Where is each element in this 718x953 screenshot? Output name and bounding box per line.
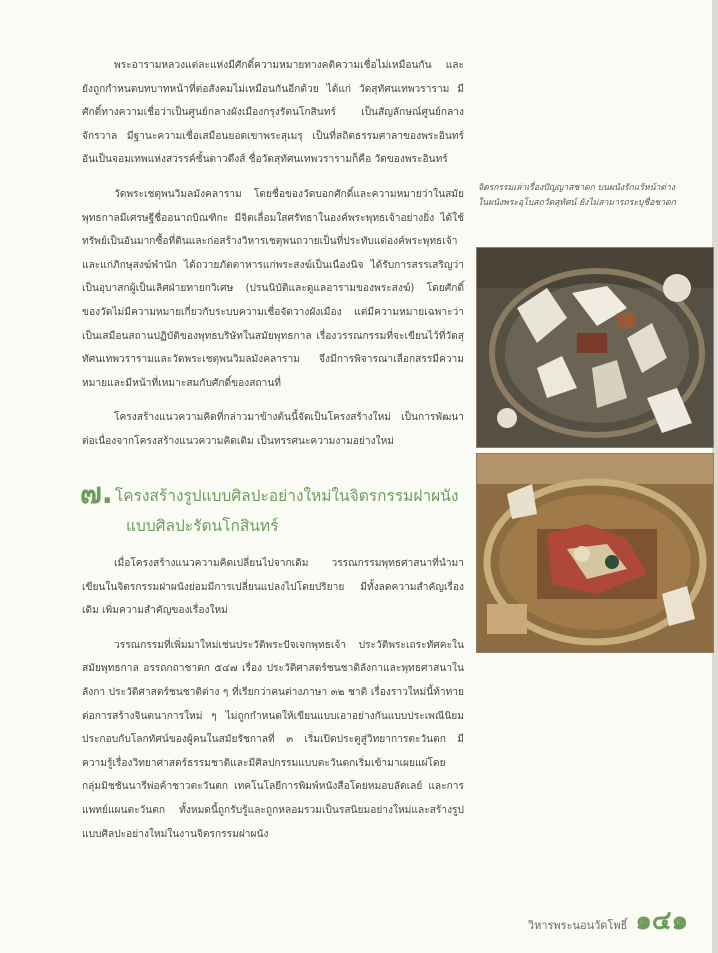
running-footer-title: วิหารพระนอนวัดโพธิ์ xyxy=(527,919,628,932)
mural-photo-damaged xyxy=(476,247,714,448)
section-heading xyxy=(80,478,470,541)
paragraph-wat-chetuphon: วัดพระเชตุพนวิมลมังคลาราม โดยชื่อของวัดบอกศักดิ์และความหมายว่าในสมัยพุทธกาลมีเศรษฐีชื่ออนาถบิณฑิกะ มีจิตเลื่อมใสศรัทธาในองค์พระพุทธเจ้าอย่างยิ่ง ได้ใช้ทรัพย์เป็นอันมากซื้อที่ดินและก่อสร้างวิหารเชตุพนถวายเป็นที่ประทับแด่องค์พระพุทธเจ้าและแก่ภิกษุสงฆ์พำนัก ได้ถวายภัตตาหารแก่พระสงฆ์เป็นเนืองนิจ ได้รับการสรรเสริญว่าเป็นอุบาสกผู้เป็นเลิศฝ่ายทายกวิเศษ (ปรนนิบัติและดูแลอารามของพระสงฆ์) โดยศักดิ์ของวัดไม่มีความหมายเกี่ยวกับระบบความเชื่อจัดวางผังเมือง แต่มีความหมายเฉพาะว่าเป็นเสมือนสถานปฏิบัติของพุทธบริษัทในสมัยพุทธกาล เรื่องวรรณกรรมที่จะเขียนไว้ที่วัดสุทัศนเทพวรารามและวัดพระเชตุพนวิมลมังคลาราม จึงมีการพิจารณาเลือกสรรมีความหมายและมีหน้าที่เหมาะสมกับศักดิ์ของสถานที่ xyxy=(82,188,464,389)
photo-caption: จิตรกรรมเล่าเรื่องปัญญาสชาดก บนผนังรักแร้หน้าต่างในผนังพระอุโบสถวัดสุทัศน์ ยังไม่สามารถระบุชื่อชาดก xyxy=(478,183,676,208)
page-footer xyxy=(528,900,688,941)
paragraph-literature-change: เมื่อโครงสร้างแนวความคิดเปลี่ยนไปจากเดิม วรรณกรรมพุทธศาสนาที่นำมาเขียนในจิตรกรรมฝาผนังย่อมมีการเปลี่ยนแปลงไปโดยปริยาย มีทั้งลดความสำคัญเรื่องเดิม เพิ่มความสำคัญของเรื่องใหม่ xyxy=(82,558,464,617)
main-text-column xyxy=(82,54,464,454)
mural-photo-scene xyxy=(476,453,714,653)
section-number: ๗. xyxy=(80,476,113,510)
paragraph-new-structure: โครงสร้างแนวความคิดที่กล่าวมาข้างต้นนี้จัดเป็นโครงสร้างใหม่ เป็นการพัฒนาต่อเนื่องจากโครงสร้างแนวความคิดเดิม เป็นทรรศนะความงามอย่างใหม่ xyxy=(82,412,464,447)
section-body xyxy=(82,552,464,846)
section-title-line2: แบบศิลปะรัตนโกสินทร์ xyxy=(126,517,279,535)
page-number: ๑๔๑ xyxy=(635,906,688,936)
paragraph-new-literature: วรรณกรรมที่เพิ่มมาใหม่เช่นประวัติพระปัจเจกพุทธเจ้า ประวัติพระเถระทัศคะในสมัยพุทธกาล อรรถกถาชาดก ๕๔๗ เรื่อง ประวัติศาสตร์ชนชาติลังกาและพุทธศาสนาในลังกา ประวัติศาสตร์ชนชาติต่าง ๆ ที่เรียกว่าคนต่างภาษา ๓๒ ชาติ เรื่องราวใหม่นี้ท้าทายต่อการสร้างจินตนาการใหม่ ๆ ไม่ถูกกำหนดให้เขียนแบบเอาอย่างกันแบบประเพณีนิยม ประกอบกับโลกทัศน์ของผู้คนในสมัยรัชกาลที่ ๓ เริ่มเปิดประตูสู่วิทยาการตะวันตก มีความรู้เรื่องวิทยาศาสตร์ธรรมชาติและมีศิลปกรรมแบบตะวันตกเริ่มเข้ามาเผยแผ่โดยกลุ่มมิชชันนารีพ่อค้าชาวตะวันตก เทคโนโลยีการพิมพ์หนังสือโดยหมอบลัดเลย์ และการแพทย์แผนตะวันตก ทั้งหมดนี้ถูกรับรู้และถูกหลอมรวมเป็นรสนิยมอย่างใหม่และสร้างรูปแบบศิลปะอย่างใหม่ในงานจิตรกรรมฝาผนัง xyxy=(82,639,464,840)
section-title-line1: โครงสร้างรูปแบบศิลปะอย่างใหม่ในจิตรกรรมฝาผนัง xyxy=(114,487,459,505)
paragraph-sacred-status: พระอารามหลวงแต่ละแห่งมีศักดิ์ความหมายทางคติความเชื่อไม่เหมือนกัน และยังถูกกำหนดบทบาทหน้าที่ต่อสังคมไม่เหมือนกันอีกด้วย ได้แก่ วัดสุทัศนเทพวราราม มีศักดิ์ทางความเชื่อว่าเป็นศูนย์กลางผังเมืองกรุงรัตนโกสินทร์ เป็นสัญลักษณ์ศูนย์กลางจักรวาล มีฐานะความเชื่อเสมือนยอดเขาพระสุเมรุ เป็นที่สถิตธรรมศาลาของพระอินทร์ อันเป็นจอมเทพแห่งสวรรค์ชั้นดาวดึงส์ ชื่อวัดสุทัศนเทพวรารามก็คือ วัดของพระอินทร์ xyxy=(82,60,464,166)
